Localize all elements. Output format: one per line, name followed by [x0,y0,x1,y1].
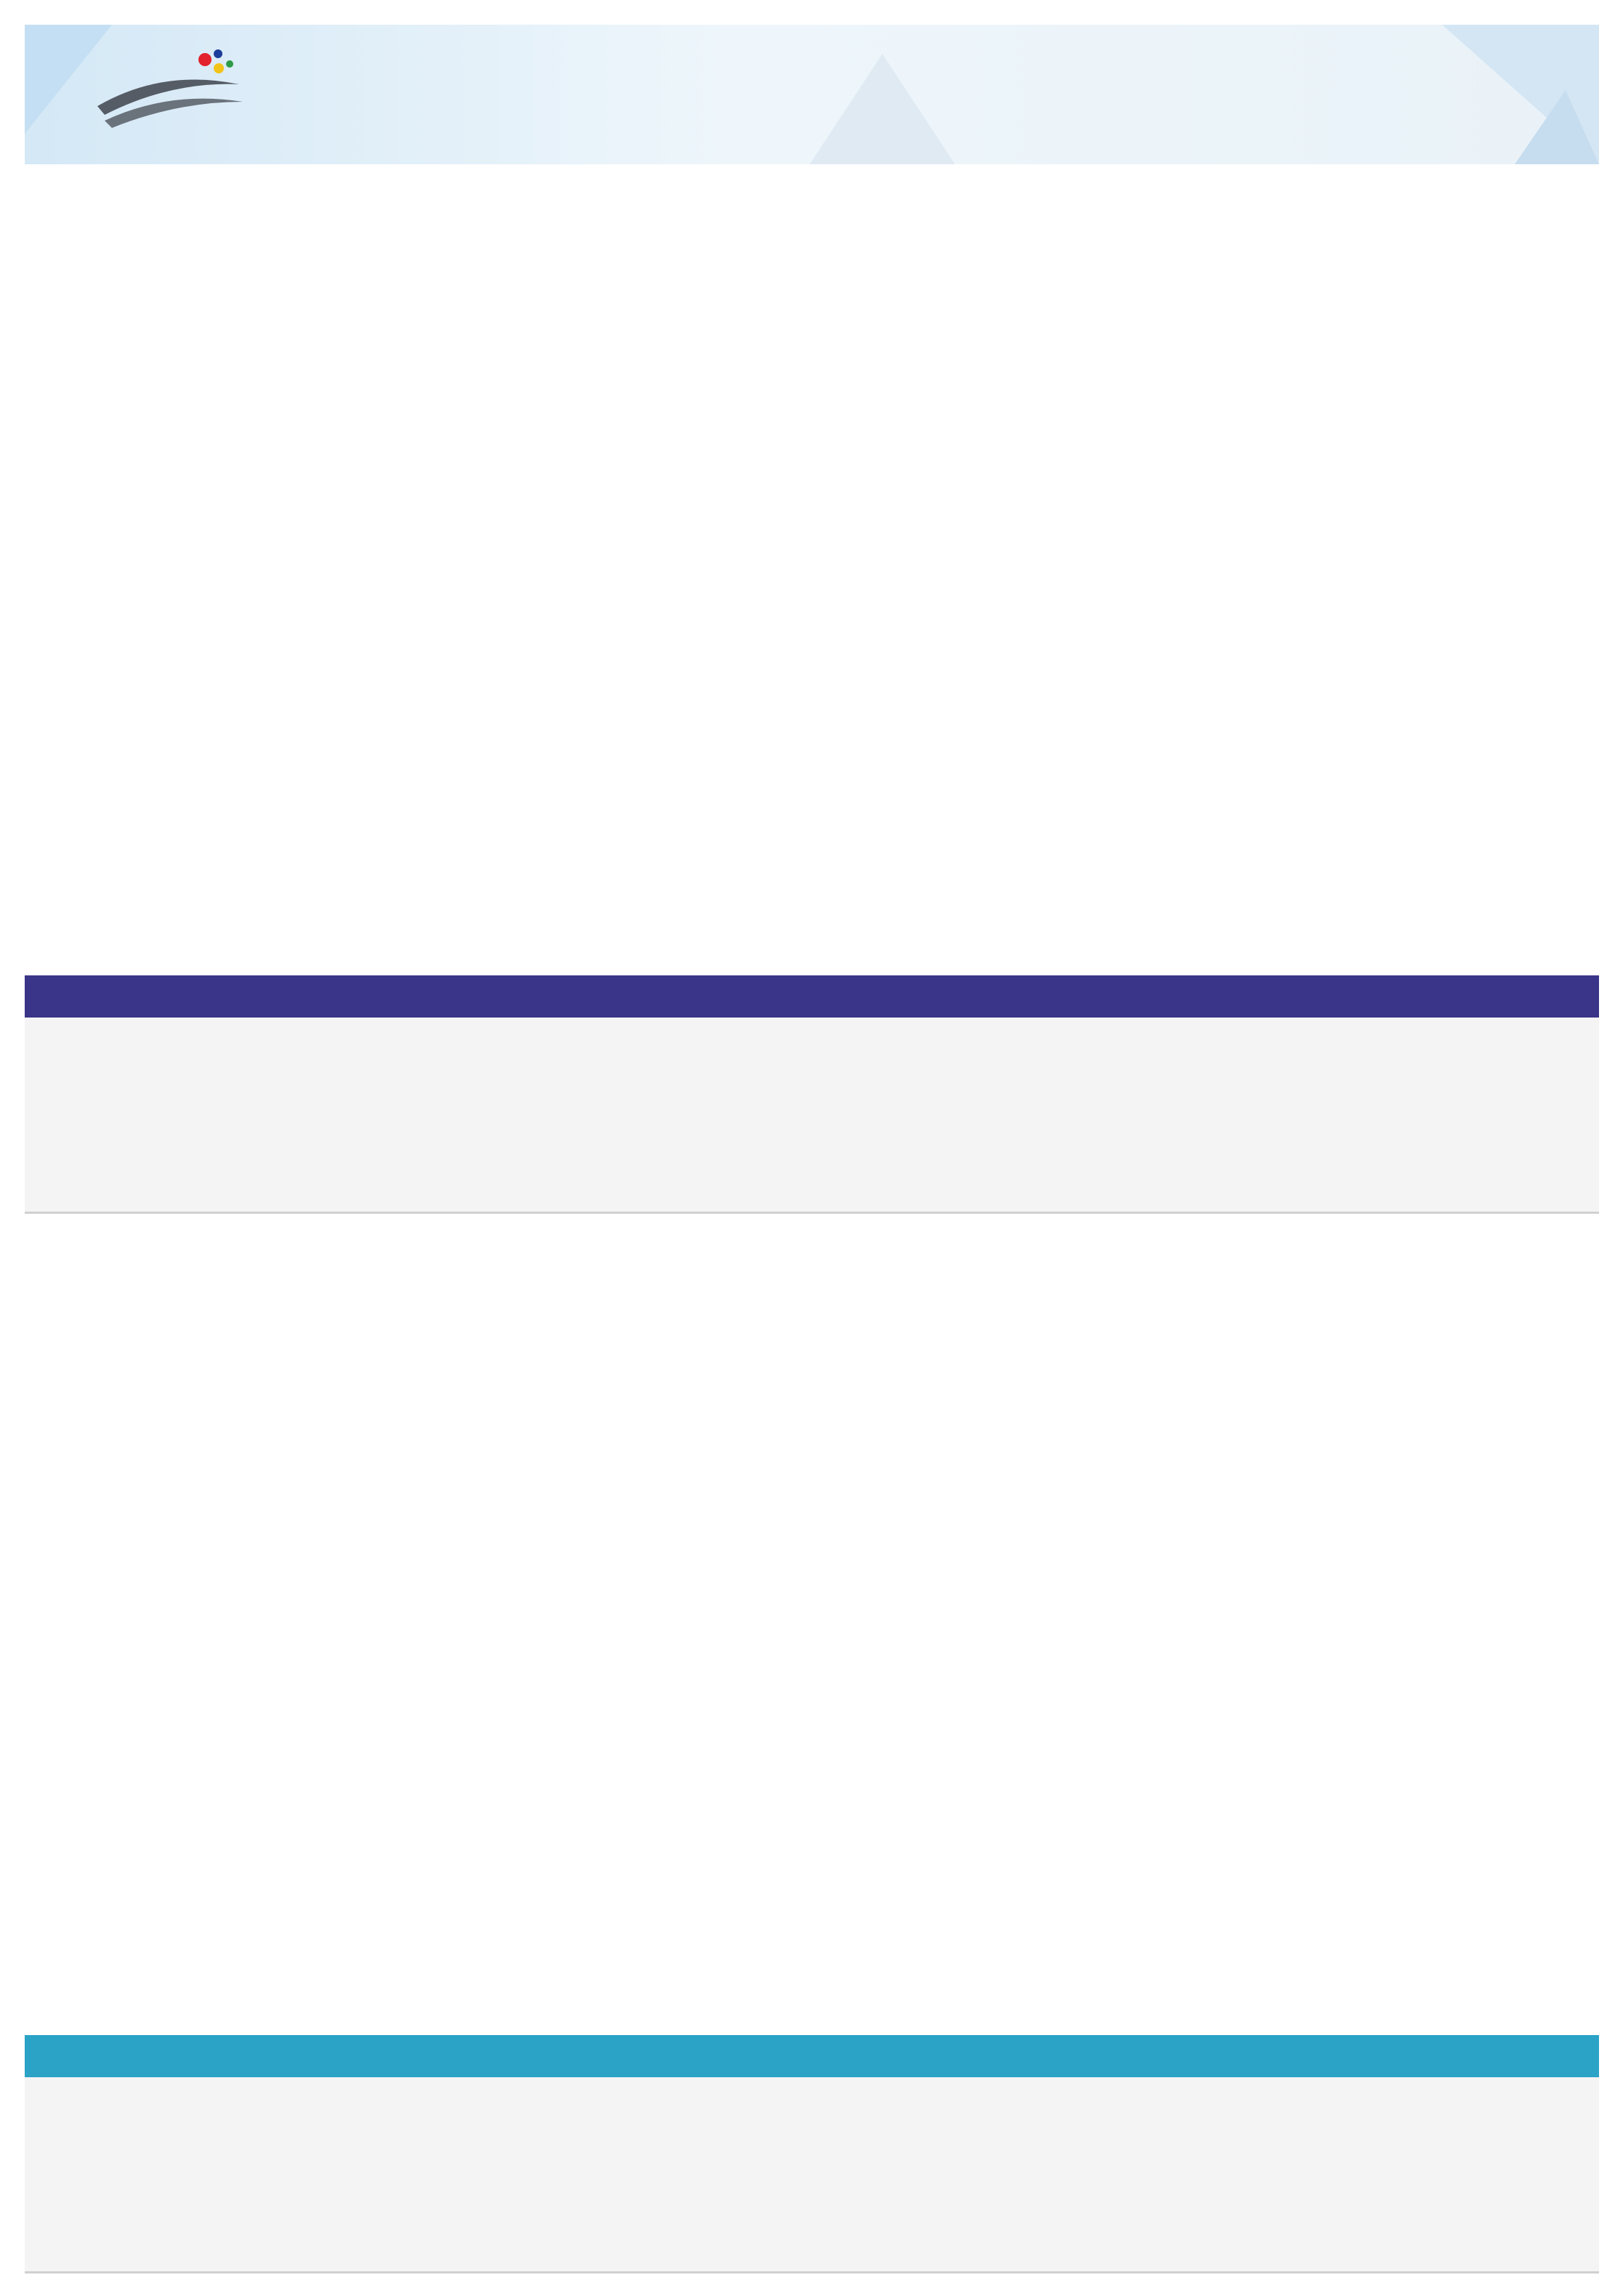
header-background-shapes [25,25,1599,164]
semester-ganjil-panel [25,1018,1599,1214]
header-banner [25,25,1599,164]
stmm-logo-icon [76,39,250,156]
semester-ganjil-bar [25,975,1599,1018]
semester-genap-panel [25,2077,1599,2273]
semester-genap-bar [25,2035,1599,2077]
